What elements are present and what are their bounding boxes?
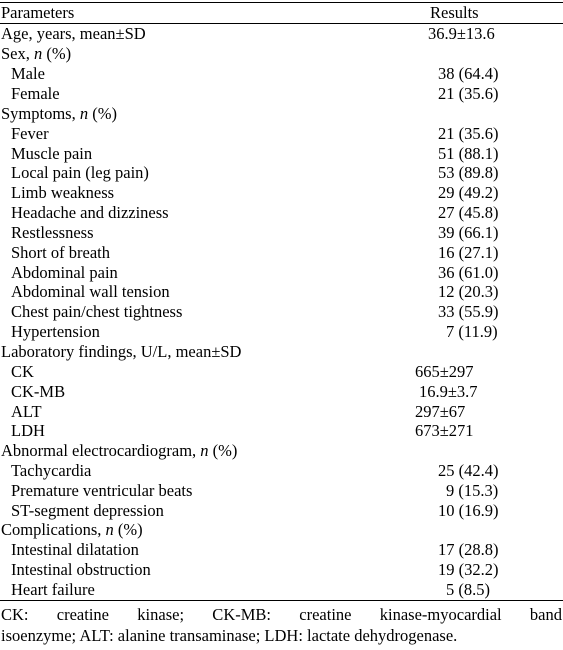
- row-label: Fever: [11, 124, 49, 143]
- table-row: [0, 461, 563, 481]
- row-label: Complications, n (%): [1, 520, 143, 539]
- table-row: [0, 44, 563, 64]
- row-label: Local pain (leg pain): [11, 163, 149, 182]
- table-row: [0, 64, 563, 84]
- row-value: 16 (27.1): [438, 243, 499, 262]
- header-results: Results: [430, 3, 479, 22]
- table-row: [0, 84, 563, 104]
- table-row: [0, 441, 563, 461]
- row-value: 297±67: [415, 402, 466, 421]
- row-label: Female: [11, 84, 60, 103]
- row-label: Muscle pain: [11, 144, 93, 163]
- table-row: [0, 382, 563, 402]
- row-label: Tachycardia: [11, 461, 92, 480]
- row-label: Symptoms, n (%): [1, 104, 117, 123]
- row-value: 673±271: [415, 421, 474, 440]
- row-value: 19 (32.2): [438, 560, 499, 579]
- row-value: 16.9±3.7: [419, 382, 478, 401]
- row-value: 27 (45.8): [438, 203, 499, 222]
- table-header: [0, 3, 563, 23]
- row-label: ALT: [11, 402, 42, 421]
- row-value: 7 (11.9): [446, 322, 498, 341]
- footnote-line: isoenzyme; ALT: alanine transaminase; LDH: lactate dehydrogenase.: [1, 626, 458, 645]
- table-row: [0, 243, 563, 263]
- table-row: [0, 501, 563, 521]
- row-label: Headache and dizziness: [11, 203, 169, 222]
- row-label: Limb weakness: [11, 183, 115, 202]
- row-value: 665±297: [415, 362, 474, 381]
- row-value: 5 (8.5): [446, 580, 490, 599]
- row-label: Premature ventricular beats: [11, 481, 193, 500]
- table-row: [0, 144, 563, 164]
- row-label: Chest pain/chest tightness: [11, 302, 183, 321]
- table-row: [0, 421, 563, 441]
- row-value: 9 (15.3): [446, 481, 499, 500]
- row-value: 38 (64.4): [438, 64, 499, 83]
- row-label: Heart failure: [11, 580, 95, 599]
- footnote-line: CK: creatine kinase; CK-MB: creatine kinase-myocardial band: [1, 605, 562, 624]
- row-label: ST-segment depression: [11, 501, 164, 520]
- table-row: [0, 322, 563, 342]
- bottom-rule: [0, 600, 563, 601]
- row-value: 51 (88.1): [438, 144, 499, 163]
- table-row: [0, 342, 563, 362]
- row-value: 36.9±13.6: [428, 24, 495, 43]
- row-label: Abnormal electrocardiogram, n (%): [1, 441, 238, 460]
- row-label: Laboratory findings, U/L, mean±SD: [1, 342, 242, 361]
- row-label: CK: [11, 362, 34, 381]
- row-label: LDH: [11, 421, 45, 440]
- row-label: Abdominal pain: [11, 263, 118, 282]
- row-label: Sex, n (%): [1, 44, 72, 63]
- table-row: [0, 402, 563, 422]
- table-row: [0, 263, 563, 283]
- row-label: Restlessness: [11, 223, 94, 242]
- row-value: 17 (28.8): [438, 540, 499, 559]
- table-row: [0, 282, 563, 302]
- row-value: 29 (49.2): [438, 183, 499, 202]
- row-value: 33 (55.9): [438, 302, 499, 321]
- row-value: 36 (61.0): [438, 263, 499, 282]
- table-row: [0, 481, 563, 501]
- row-value: 53 (89.8): [438, 163, 499, 182]
- row-label: Male: [11, 64, 45, 83]
- table-row: [0, 124, 563, 144]
- table-row: [0, 302, 563, 322]
- row-value: 12 (20.3): [438, 282, 499, 301]
- table-row: [0, 560, 563, 580]
- table-row: [0, 362, 563, 382]
- table-footnote: [1, 604, 562, 646]
- table-row: [0, 24, 563, 44]
- row-label: Short of breath: [11, 243, 110, 262]
- row-value: 10 (16.9): [438, 501, 499, 520]
- table-row: [0, 520, 563, 540]
- table-row: [0, 540, 563, 560]
- table-row: [0, 203, 563, 223]
- header-parameters: Parameters: [1, 3, 75, 22]
- table-row: [0, 580, 563, 600]
- row-value: 21 (35.6): [438, 84, 499, 103]
- table-row: [0, 163, 563, 183]
- row-label: CK-MB: [11, 382, 66, 401]
- row-label: Hypertension: [11, 322, 100, 341]
- row-label: Intestinal obstruction: [11, 560, 151, 579]
- row-label: Abdominal wall tension: [11, 282, 170, 301]
- row-value: 25 (42.4): [438, 461, 499, 480]
- row-label: Intestinal dilatation: [11, 540, 139, 559]
- row-value: 39 (66.1): [438, 223, 499, 242]
- table-row: [0, 183, 563, 203]
- table-row: [0, 223, 563, 243]
- table-row: [0, 104, 563, 124]
- row-label: Age, years, mean±SD: [1, 24, 146, 43]
- row-value: 21 (35.6): [438, 124, 499, 143]
